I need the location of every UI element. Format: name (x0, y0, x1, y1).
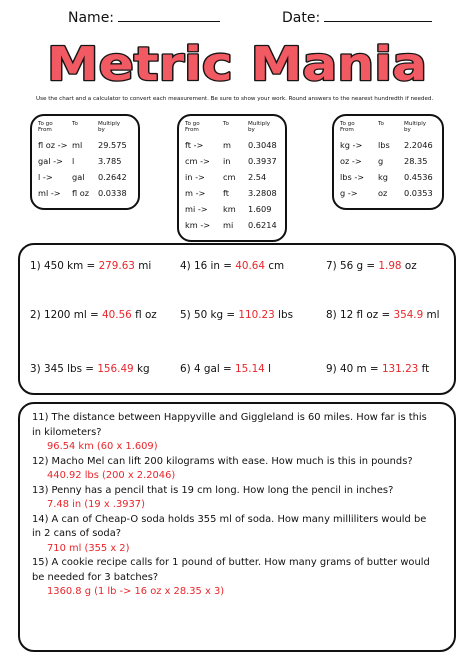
conversion-row (183, 217, 279, 233)
conversion-cell: lbs (378, 139, 390, 150)
problem-answer: 110.23 (238, 309, 275, 321)
problem-unit: kg (133, 363, 150, 375)
problem-unit: l (264, 363, 271, 375)
problem-answer: 15.14 (235, 363, 265, 375)
conversion-row (183, 185, 279, 201)
word-problem-question: 15) A cookie recipe calls for 1 pound of butter. How many grams of butter would be needed for 3 batches? (32, 557, 430, 583)
problem-prompt: 4) 16 in = (180, 260, 236, 272)
conversion-row (36, 169, 129, 185)
conversion-header-cell: To (72, 121, 78, 127)
problem-answer: 131.23 (381, 363, 419, 375)
conversion-cell: 3.785 (98, 155, 122, 166)
conversion-problem (30, 309, 157, 321)
problem-unit: oz (401, 260, 417, 272)
conversion-problem (180, 363, 271, 375)
conversion-header-cell: Multiply by (404, 121, 427, 134)
conversion-cell: mi (223, 219, 234, 230)
conversion-header-row (36, 121, 129, 137)
conversion-problem (30, 260, 151, 272)
date-label: Date: (282, 10, 321, 26)
word-problem-answer: 96.54 km (60 x 1.609) (47, 441, 158, 452)
conversion-header-cell: To go From (185, 121, 200, 134)
problem-prompt: 3) 345 lbs = (30, 363, 98, 375)
problem-unit: ft (418, 363, 430, 375)
problem-prompt: 6) 4 gal = (180, 363, 236, 375)
problem-prompt: 8) 12 fl oz = (326, 309, 394, 321)
problem-prompt: 1) 450 km = (30, 260, 99, 272)
problem-answer: 1.98 (378, 260, 402, 272)
conversion-cell: gal -> (38, 155, 63, 166)
problem-answer: 156.49 (97, 363, 134, 375)
conversion-row (183, 153, 279, 169)
conversion-cell: km -> (185, 219, 211, 230)
word-problem-answer: 440.92 lbs (200 x 2.2046) (47, 470, 176, 481)
title-banner (40, 30, 434, 96)
word-problem-list (32, 411, 438, 600)
title-graphic (40, 30, 434, 96)
word-problem-answer: 7.48 in (19 x .3937) (47, 499, 145, 510)
conversion-cell: ft -> (185, 139, 204, 150)
conversion-row (183, 169, 279, 185)
problem-unit: lbs (274, 309, 293, 321)
conversion-table (36, 121, 129, 201)
conversion-cell: 0.0353 (404, 187, 433, 198)
conversion-problem (180, 260, 284, 272)
date-field[interactable] (282, 8, 432, 26)
conversion-cell: m (223, 139, 231, 150)
conversion-cell: in (223, 155, 231, 166)
problem-prompt: 2) 1200 ml = (30, 309, 103, 321)
conversion-cell: 28.35 (404, 155, 428, 166)
conversion-cell: ft (223, 187, 229, 198)
conversion-cell: 3.2808 (248, 187, 277, 198)
conversion-cell: g -> (340, 187, 358, 198)
conversion-header-cell: To (378, 121, 384, 127)
page-title: Metric Mania (47, 37, 427, 91)
conversion-cell: fl oz -> (38, 139, 68, 150)
conversion-problem (326, 309, 440, 321)
conversion-cell: 2.2046 (404, 139, 433, 150)
conversion-cell: 0.4536 (404, 171, 433, 182)
problem-answer: 279.63 (98, 260, 135, 272)
conversion-cell: ml -> (38, 187, 61, 198)
conversion-cell: oz -> (340, 155, 362, 166)
conversion-cell: 0.0338 (98, 187, 127, 198)
problem-answer: 354.9 (393, 309, 424, 321)
problem-unit: ml (423, 309, 440, 321)
conversion-cell: km (223, 203, 236, 214)
conversion-row (338, 169, 435, 185)
conversion-cell: g (378, 155, 384, 166)
conversion-cell: l -> (38, 171, 53, 182)
conversion-header-row (183, 121, 279, 137)
problem-unit: mi (134, 260, 152, 272)
conversion-row (36, 153, 129, 169)
name-field[interactable] (68, 8, 220, 26)
problem-answer: 40.64 (235, 260, 266, 272)
conversion-row (36, 137, 129, 153)
conversion-cell: mi -> (185, 203, 208, 214)
conversion-table (183, 121, 279, 233)
conversion-problem (180, 309, 293, 321)
conversion-cell: m -> (185, 187, 206, 198)
conversion-cell: gal (72, 171, 85, 182)
conversion-row (338, 137, 435, 153)
conversion-cell: l (72, 155, 75, 166)
conversion-table-length (177, 114, 287, 242)
conversion-row (338, 185, 435, 201)
problem-prompt: 5) 50 kg = (180, 309, 239, 321)
date-blank-line[interactable] (324, 8, 432, 22)
conversion-problem (326, 363, 429, 375)
conversion-problem (30, 363, 150, 375)
word-problem-question: 14) A can of Cheap-O soda holds 355 ml of soda. How many milliliters would be in 2 cans of soda? (32, 513, 427, 539)
conversion-row (36, 185, 129, 201)
conversion-row (183, 201, 279, 217)
conversion-row (338, 153, 435, 169)
word-problem-answer: 1360.8 g (1 lb -> 16 oz x 28.35 x 3) (47, 586, 225, 597)
conversion-cell: 0.6214 (248, 219, 277, 230)
conversion-cell: 29.575 (98, 139, 127, 150)
conversion-cell: in -> (185, 171, 205, 182)
word-problem-question: 13) Penny has a pencil that is 19 cm long. How long the pencil in inches? (32, 484, 394, 496)
instructions: Use the chart and a calculator to convert each measurement. Be sure to show your work. Round answers to the nearest hundredth if needed. (36, 96, 434, 102)
problem-unit: fl oz (131, 309, 157, 321)
conversion-cell: 0.3937 (248, 155, 277, 166)
conversion-cell: cm (223, 171, 236, 182)
conversion-header-cell: To (223, 121, 229, 127)
word-problem-question: 12) Macho Mel can lift 200 kilograms with ease. How much is this in pounds? (32, 455, 413, 467)
conversion-cell: lbs -> (340, 171, 365, 182)
conversion-table-volume (30, 114, 140, 210)
conversion-cell: kg (378, 171, 388, 182)
conversion-problem (326, 260, 417, 272)
conversion-cell: ml (72, 139, 83, 150)
conversion-header-cell: To go From (38, 121, 53, 134)
conversion-cell: 2.54 (248, 171, 267, 182)
conversion-problems-box (18, 243, 456, 395)
conversion-header-cell: Multiply by (98, 121, 121, 134)
conversion-cell: fl oz (72, 187, 90, 198)
conversion-header-row (338, 121, 435, 137)
conversion-table (338, 121, 435, 201)
problem-unit: cm (265, 260, 285, 272)
problem-prompt: 7) 56 g = (326, 260, 379, 272)
conversion-cell: oz (378, 187, 388, 198)
word-problems-box (18, 402, 456, 652)
word-problem-question: 11) The distance between Happyville and Giggleland is 60 miles. How far is this in kilometers? (32, 412, 427, 438)
conversion-cell: 0.2642 (98, 171, 127, 182)
conversion-cell: cm -> (185, 155, 210, 166)
conversion-cell: kg -> (340, 139, 363, 150)
conversion-table-mass (332, 114, 444, 210)
problem-answer: 40.56 (102, 309, 132, 321)
conversion-header-cell: Multiply by (248, 121, 271, 134)
conversion-row (183, 137, 279, 153)
name-label: Name: (68, 10, 115, 26)
problem-prompt: 9) 40 m = (326, 363, 382, 375)
conversion-cell: 0.3048 (248, 139, 277, 150)
conversion-header-cell: To go From (340, 121, 355, 134)
word-problem-answer: 710 ml (355 x 2) (47, 542, 130, 554)
conversion-cell: 1.609 (248, 203, 272, 214)
name-blank-line[interactable] (118, 8, 220, 22)
